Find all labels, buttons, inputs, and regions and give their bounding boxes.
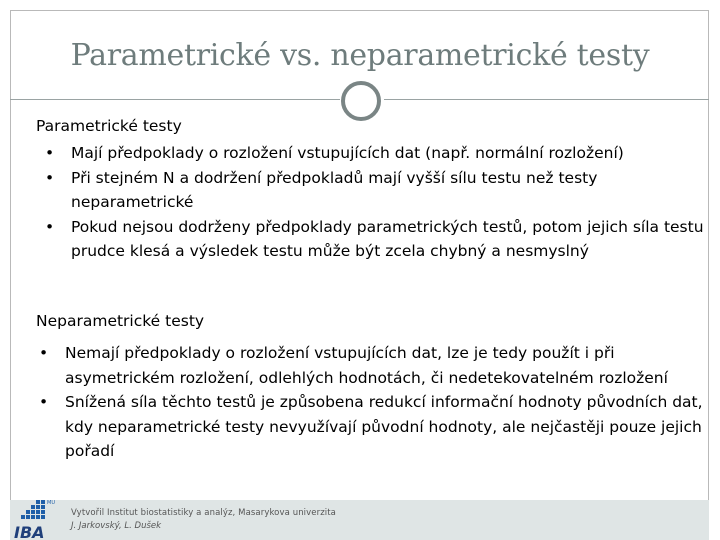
list-item-text: Pokud nejsou dodrženy předpoklady parametrických testů, potom jejich síla testu prudce klesá a výsledek testu může být zcela chybný a nesmyslný (71, 217, 704, 260)
circle-ornament-icon (341, 81, 381, 121)
logo-text: IBA (14, 523, 45, 540)
section-heading-nonparametric: Neparametrické testy (36, 312, 205, 330)
title-divider-left (10, 99, 340, 100)
list-item-text: Snížená síla těchto testů je způsobena redukcí informační hodnoty původních dat, kdy neparametrické testy nevyužívají původní hodnoty, ale nejčastěji pouze jejich pořadí (65, 393, 703, 460)
parametric-list (36, 141, 706, 264)
bullet-icon: • (45, 144, 55, 162)
list-item (34, 390, 706, 464)
footer-band (10, 500, 709, 540)
list-item-text: Mají předpoklady o rozložení vstupujících dat (např. normální rozložení) (71, 144, 624, 162)
logo-small-text: MU (47, 500, 55, 506)
bullet-icon: • (45, 217, 55, 236)
iba-logo (12, 498, 54, 540)
list-item-text: Nemají předpoklady o rozložení vstupujících dat, lze je tedy použít i při asymetrickém rozložení, odlehlých hodnotách, či nedetekovatelném rozložení (65, 344, 668, 387)
list-item (36, 166, 691, 215)
slide-title: Parametrické vs. neparametrické testy (70, 38, 650, 73)
list-item (36, 141, 706, 166)
footer-credit: Vytvořil Institut biostatistiky a analýz, Masarykova univerzita (71, 508, 336, 518)
footer-authors: J. Jarkovský, L. Dušek (71, 521, 162, 531)
bullet-icon: • (39, 344, 49, 362)
bullet-icon: • (45, 168, 55, 187)
title-divider-right (384, 99, 709, 100)
list-item (34, 341, 706, 390)
list-item (36, 215, 706, 264)
section-heading-parametric: Parametrické testy (36, 117, 182, 135)
bullet-icon: • (39, 393, 49, 411)
list-item-text: Při stejném N a dodržení předpokladů mají vyšší sílu testu než testy neparametrické (71, 168, 598, 211)
nonparametric-list (34, 341, 706, 464)
